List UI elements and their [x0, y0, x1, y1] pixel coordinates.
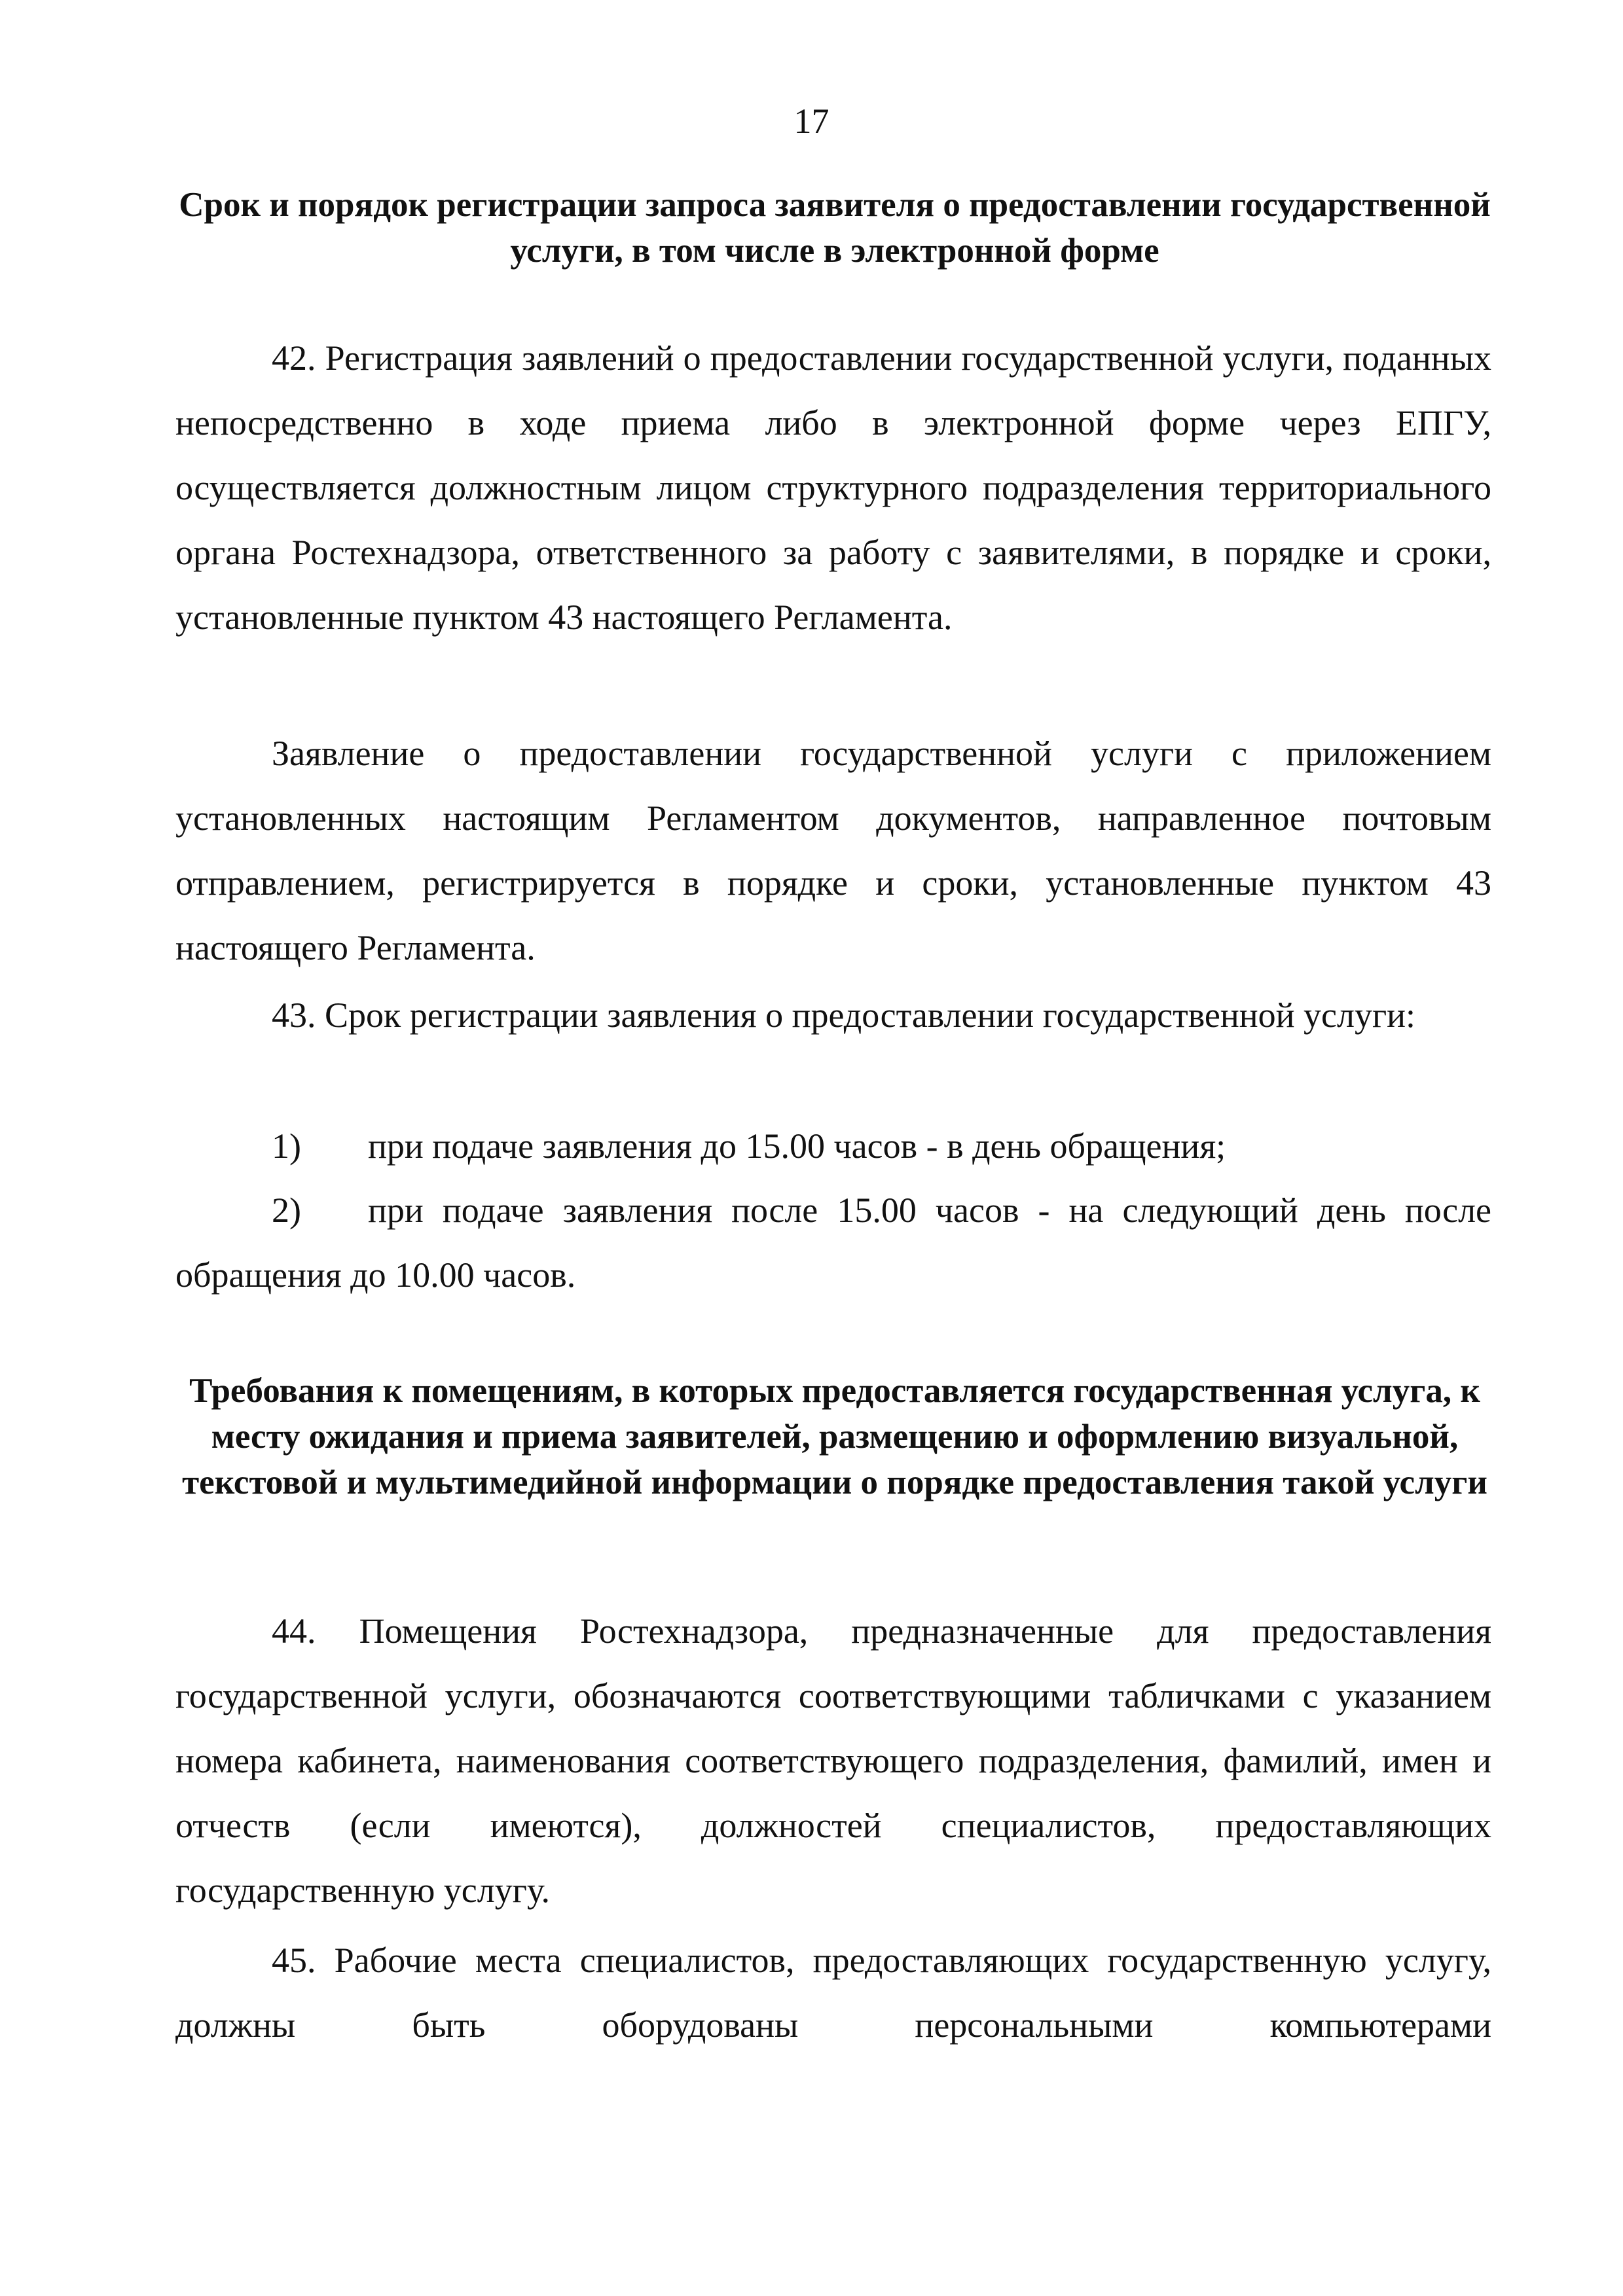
list-item-number: 1)	[272, 1126, 301, 1166]
list-item-text: при подаче заявления после 15.00 часов - на следующий день после обращения до 10.00 часов.	[175, 1191, 1491, 1295]
paragraph-45-workplaces: 45. Рабочие места специалистов, предоставляющих государственную услугу, должны быть оборудованы персональными компьютерами	[175, 1941, 1491, 2045]
paragraph-44-premises: 44. Помещения Ростехнадзора, предназначенные для предоставления государственной услуги, обозначаются соответствующими табличками с указанием номера кабинета, наименования соответствующего подразделения, фамилий, имен и отчеств (если имеются), должностей специалистов, предоставляющих государственную услугу.	[175, 1611, 1491, 1910]
section-heading-premises: Требования к помещениям, в которых предоставляется государственная услуга, к месту ожидания и приема заявителей, размещению и оформлению визуальной, текстовой и мультимедийной информации о порядке предоставления такой услуги	[182, 1372, 1487, 1501]
list-item-number: 2)	[272, 1191, 301, 1230]
section-heading-registration: Срок и порядок регистрации запроса заявителя о предоставлении государственной услуги, в том числе в электронной форме	[179, 186, 1491, 270]
list-item-text: при подаче заявления до 15.00 часов - в день обращения;	[368, 1126, 1226, 1166]
paragraph-42-registration: 42. Регистрация заявлений о предоставлении государственной услуги, поданных непосредственно в ходе приема либо в электронной форме через ЕПГУ, осуществляется должностным лицом структурного подразделения территориального органа Ростехнадзора, ответственного за работу с заявителями, в порядке и сроки, установленные пунктом 43 настоящего Регламента.	[175, 338, 1491, 637]
page-number: 17	[793, 101, 830, 141]
paragraph-43-deadline: 43. Срок регистрации заявления о предоставлении государственной услуги:	[272, 996, 1416, 1035]
paragraph-42-postal: Заявление о предоставлении государственной услуги с приложением установленных настоящим Регламентом документов, направленное почтовым отправлением, регистрируется в порядке и сроки, установленные пунктом 43 настоящего Регламента.	[175, 734, 1491, 967]
list-item	[175, 1178, 1491, 1308]
list-item	[175, 1114, 1491, 1179]
